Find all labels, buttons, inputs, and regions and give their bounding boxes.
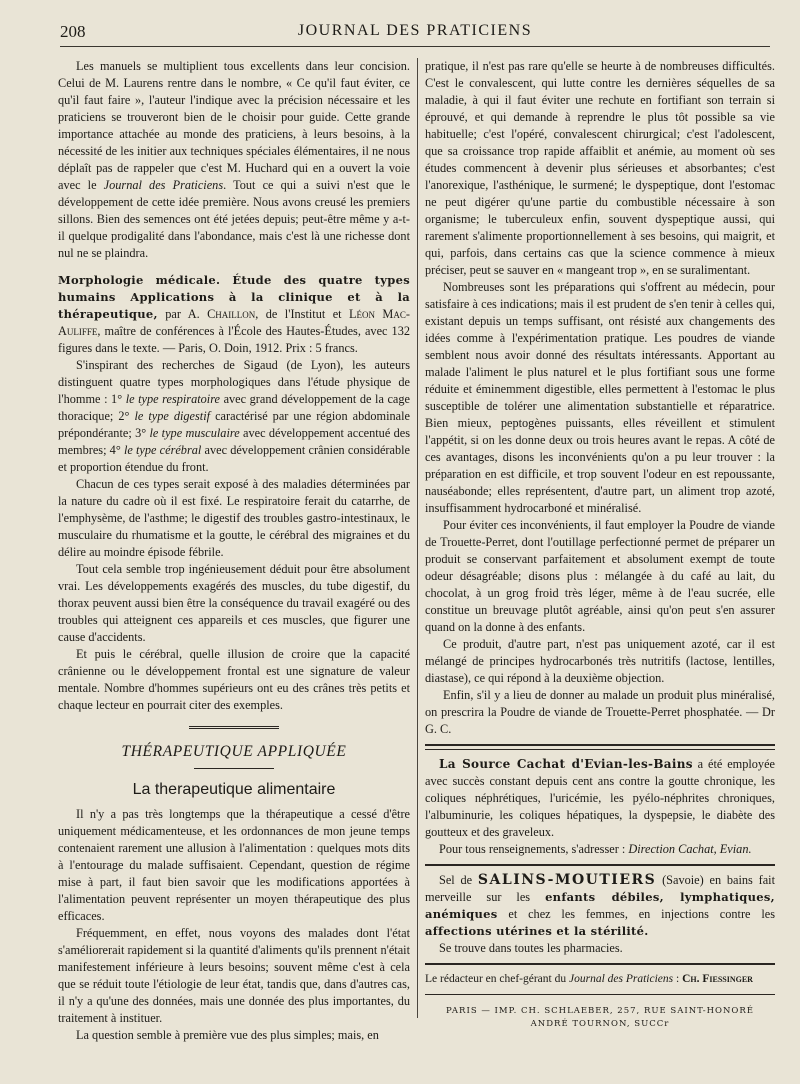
page-number: 208 xyxy=(60,22,86,41)
journal-title: JOURNAL DES PRATICIENS xyxy=(297,22,533,39)
right-column xyxy=(425,58,775,1031)
advert-brand: SALINS-MOUTIERS xyxy=(477,872,657,888)
review-paragraph: Les manuels se multiplient tous excellents dans leur concision. Celui de M. Laurens rentre dans le nombre, « Ce qu'il faut éviter, ce qu'il faut faire », l'auteur l'indique avec la précision nécessaire et les praticiens se trouveront bien de le choisir pour guide. Cette grande importance attachée au monde des praticiens, à leurs besoins, à la nécessité de les initier aux techniques spéciales élémentaires, il ne nous déplaît pas de rappeler que c'est M. Huchard qui en a ouvert la voie avec le Journal des Praticiens. Tout ce qui a suivi n'est que le développement de cette idée première. Nous avons creusé les premiers sillons. Bien des semences ont été jetées depuis; peut-être même y a-t-il quelque prodigalité dans l'abondance, mais c'est là une richesse dont nul ne se plaindra. xyxy=(58,59,411,260)
section-rule xyxy=(189,726,279,731)
left-column xyxy=(58,58,410,1044)
advert-rule xyxy=(425,864,775,866)
section-underline xyxy=(194,768,274,769)
body-paragraph: Enfin, s'il y a lieu de donner au malade un produit plus minéralisé, on prescrira la Poudre de viande de Trouette-Perret phosphatée. — Dr G. C. xyxy=(425,688,775,736)
book-review-heading: Morphologie médicale. Étude des quatre types humains Applications à la clinique et à la thérapeutique, par A. Chaillon, de l'Institut et Léon Mac-Auliffe, maître de conférences à l'École des Hautes-Études, avec 132 figures dans le texte. — Paris, O. Doin, 1912. Prix : 5 francs. xyxy=(58,273,410,355)
author-name: Léon Mac-Auliffe xyxy=(58,307,410,338)
body-paragraph: Et puis le cérébral, quelle illusion de croire que la capacité crânienne ou le développement frontal est une signature de valeur mentale. Nombre d'hommes supérieurs ont eu des crânes très petits et chaque lecteur en pourrait citer des exemples. xyxy=(58,647,410,712)
advert-salins: Sel de SALINS-MOUTIERS (Savoie) en bains fait merveille sur les enfants débiles, lymphatiques, anémiques et chez les femmes, en injections contre les affections utérines et la stérilité. Se trouve dans toutes les pharmacies. xyxy=(425,872,775,955)
advert-title: La Source Cachat d'Evian-les-Bains xyxy=(439,757,693,771)
body-paragraph: Ce produit, d'autre part, n'est pas uniquement azoté, car il est mélangé de principes hydrocarbonés très nutritifs (lactose, lentilles, diastase), ce qui répond à la deuxième objection. xyxy=(425,637,775,685)
editor-name: Ch. Fiessinger xyxy=(682,973,753,985)
column-divider xyxy=(417,58,418,1018)
advert-rule xyxy=(425,749,775,750)
body-paragraph: Il n'y a pas très longtemps que la thérapeutique a cessé d'être uniquement médicamenteuse, et les ordonnances de mon jeune temps contenaient rarement une allusion à l'alimentation : quelques mots dits à l'entourage du malade suffisaient. Cependant, question de régime mise à part, il faut bien savoir que les modifications apportées à l'alimentation peuvent représenter un moyen thérapeutique des plus efficaces. xyxy=(58,807,410,923)
running-header xyxy=(60,22,770,47)
author-name: Chaillon xyxy=(207,307,256,321)
book-title: Morphologie médicale. Étude des quatre types humains Applications à la clinique et à la thérapeutique, xyxy=(58,273,410,321)
body-paragraph: Tout cela semble trop ingénieusement déduit pour être absolument vrai. Les développements exagérés des muscles, du tube digestif, du thorax peuvent aussi bien être la conséquence du travail exagéré ou des troubles qui atteignent ces appareils et ces muscles, que figurer une cause d'accidents. xyxy=(58,562,410,644)
body-paragraph: La question semble à première vue des plus simples; mais, en xyxy=(76,1028,379,1042)
advert-rule xyxy=(425,744,775,746)
footer-rule xyxy=(425,963,775,965)
body-paragraph: S'inspirant des recherches de Sigaud (de Lyon), les auteurs distinguent quatre types morphologiques dans l'étude physique de l'homme : 1° le type respiratoire avec grand développement de la cage thoracique; 2° le type digestif caractérisé par une région abdominale prépondérante; 3° le type musculaire avec développement accentué des membres; 4° le type cérébral avec développement crânien considérable et proportion étendue du front. xyxy=(58,358,411,474)
body-paragraph: Fréquemment, en effet, nous voyons des malades dont l'état s'améliorerait rapidement si la quantité d'aliments qu'ils prennent n'était manifestement inférieure à leurs besoins; souvent même c'est à cela que se réduit toute l'étiologie de leur état, tandis que, dans d'autres cas, il n'y a qu'une des données, mais une donnée des plus importantes, du traitement à instituer. xyxy=(58,926,410,1025)
editor-line: Le rédacteur en chef-gérant du Journal des Praticiens : Ch. Fiessinger xyxy=(425,973,753,985)
printer-imprint: PARIS — IMP. CH. SCHLAEBER, 257, RUE SAINT-HONORÉ ANDRÉ TOURNON, SUCCr xyxy=(445,1006,755,1029)
footer-rule xyxy=(425,994,775,995)
body-paragraph: Chacun de ces types serait exposé à des maladies déterminées par la nature du cadre où il est fixé. Le respiratoire ferait du catarrhe, de l'emphysème, de l'asthme; le digestif des troubles gastro-intestinaux, le musculaire du rhumatisme et la goutte, le cérébral des migraines et du délire au moindre épisode fébrile. xyxy=(58,477,410,559)
advert-cachat: La Source Cachat d'Evian-les-Bains a été employée avec succès constant depuis cent ans contre la goutte chronique, les coliques néphrétiques, l'uricémie, les pyélo-néphrites chroniques, l'albuminurie, les coliques hépatiques, la dyspepsie, le diabète des goutteux et des graveleux. Pour tous renseignements, s'adresser : Direction Cachat, Evian. xyxy=(425,757,775,856)
article-title: La therapeutique alimentaire xyxy=(132,781,336,798)
body-paragraph: pratique, il n'est pas rare qu'elle se heurte à de nombreuses difficultés. C'est le convalescent, qui lutte contre les dernières séquelles de sa maladie, à qui il faut éviter une rechute en fortifiant son terrain si éprouvé, et qui demande à reprendre le plus tôt possible sa vie habituelle; c'est l'opéré, convalescent chirurgical; c'est l'adolescent, que sa croissance trop rapide affaiblit et anémie, au moment où ses études commencent à devenir plus sérieuses et absorbantes; c'est l'anorexique, l'asthénique, le surmené; le dyspeptique, dont l'estomac ne peut digérer qu'une partie du combustible nécessaire à son organisme; le tuberculeux enfin, souvent dyspeptique aussi, qui rarement s'alimente proportionnellement à ses besoins, qui maigrit, et qui, parfois, dans certains cas que la science commence à mieux préciser, peut se sauver en « mangeant trop », en se suralimentant. xyxy=(425,59,775,277)
body-paragraph: Pour éviter ces inconvénients, il faut employer la Poudre de viande de Trouette-Perret, dont l'outillage perfectionné permet de préparer un produit se conservant parfaitement et absolument exempt de toute odeur désagréable; disons plus : mélangée à du café au lait, du chocolat, à un grog froid très léger, même à de l'eau sucrée, elle constitue un breuvage plutôt agréable, ainsi qu'on peut s'en assurer quand on la donne à des enfants. xyxy=(425,518,775,634)
section-title: THÉRAPEUTIQUE APPLIQUÉE xyxy=(121,743,347,760)
body-paragraph: Nombreuses sont les préparations qui s'offrent au médecin, pour satisfaire à ces indications; mais il est prudent de s'en tenir à celles qui, existant depuis un temps suffisant, ont résisté aux changements des idées comme à l'expérimentation pratique. Les poudres de viande semblent nous avoir donné des résultats intéressants. Apportant au malade l'aliment le plus naturel et le plus fortifiant sous une forme réduite et éminemment digestible, elles permettent à l'estomac le plus susceptible de tolérer une alimentation substantielle et réparatrice. Bien mieux, peptogènes puissants, elles réveillent et stimulent l'appétit, si on les donne deux ou trois heures avant le repas. A côté de ces avantages, disons les inconvénients qu'on a pu leur trouver : la préparation en est difficile, et trop souvent l'odeur en est repoussante, nauséabonde; elles représentent, d'autre part, un aliment trop azoté, insuffisamment hydrocarboné et minéralisé. xyxy=(425,280,775,515)
